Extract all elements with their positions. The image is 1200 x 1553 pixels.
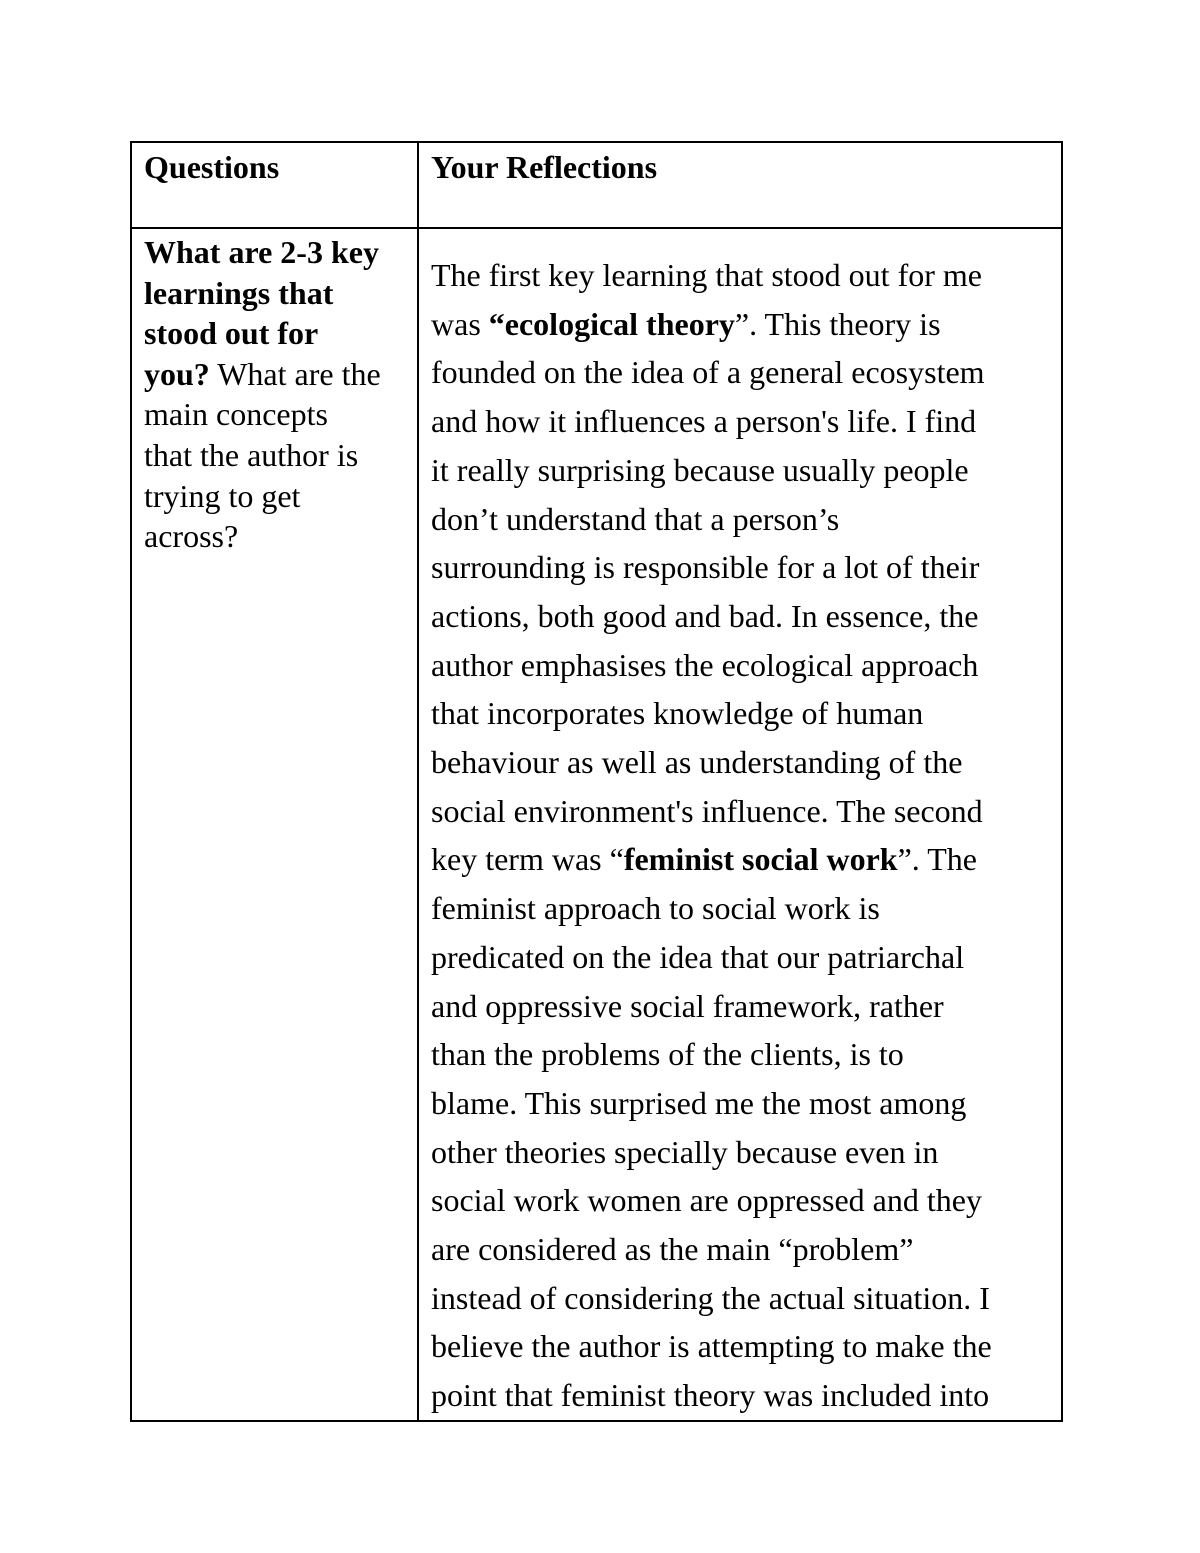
reflection-line: other theories specially because even in	[431, 1133, 939, 1170]
reflection-line: social environment's influence. The second	[431, 792, 983, 829]
header-cell-questions	[131, 142, 418, 228]
reflection-line: author emphasises the ecological approach	[431, 646, 979, 683]
term-ecological-theory: “ecological theory	[488, 305, 735, 342]
reflection-segment: ”. The	[897, 841, 977, 878]
reflection-line: blame. This surprised me the most among	[431, 1084, 967, 1121]
header-cell-reflections	[418, 142, 1062, 228]
header-questions: Questions	[144, 149, 280, 185]
question-bold-line-1: What are 2-3 key	[144, 234, 379, 270]
reflection-cell	[418, 228, 1062, 1421]
reflection-text	[419, 229, 1061, 1420]
reflection-table	[130, 141, 1063, 1422]
reflection-line: that incorporates knowledge of human	[431, 695, 924, 732]
reflection-line: behaviour as well as understanding of the	[431, 744, 963, 781]
table-header-row	[131, 142, 1062, 228]
reflection-line: believe the author is attempting to make the	[431, 1328, 992, 1365]
reflection-line: are considered as the main “problem”	[431, 1231, 914, 1268]
reflection-line: surrounding is responsible for a lot of their	[431, 549, 980, 586]
question-plain-line-2: that the author is	[144, 436, 359, 473]
reflection-line: and oppressive social framework, rather	[431, 987, 944, 1024]
reflection-segment: key term was “	[431, 841, 624, 878]
reflection-line: than the problems of the clients, is to	[431, 1036, 904, 1073]
question-plain-line-4: across?	[144, 518, 239, 555]
table-row	[131, 228, 1062, 1421]
question-bold-line-3: stood out for	[144, 315, 319, 352]
reflection-segment: was	[431, 305, 489, 342]
reflection-line	[431, 300, 1061, 349]
question-plain-line-3: trying to get	[144, 477, 301, 514]
question-plain-line-1: main concepts	[144, 396, 328, 433]
reflection-line: founded on the idea of a general ecosystem	[431, 354, 985, 391]
question-cell	[131, 228, 418, 1421]
question-plain-start: What are the	[209, 355, 381, 392]
reflection-line: actions, both good and bad. In essence, the	[431, 597, 979, 634]
reflection-line: predicated on the idea that our patriarchal	[431, 938, 965, 975]
question-bold-line-4: you?	[144, 355, 210, 392]
reflection-line: social work women are oppressed and they	[431, 1182, 982, 1219]
reflection-line: instead of considering the actual situation. I	[431, 1279, 990, 1316]
reflection-line	[431, 835, 1061, 884]
reflection-segment: ”. This theory is	[734, 305, 941, 342]
reflection-line: The first key learning that stood out for me	[431, 257, 982, 293]
reflection-line: don’t understand that a person’s	[431, 500, 840, 537]
question-text	[132, 229, 417, 557]
reflection-line: it really surprising because usually people	[431, 451, 969, 488]
question-bold-line-2: learnings that	[144, 274, 334, 311]
reflection-line: feminist approach to social work is	[431, 890, 880, 927]
reflection-line: point that feminist theory was included into	[431, 1377, 990, 1414]
term-feminist-social-work: feminist social work	[623, 841, 898, 878]
header-reflections: Your Reflections	[431, 149, 658, 185]
reflection-line: and how it influences a person's life. I find	[431, 403, 977, 440]
